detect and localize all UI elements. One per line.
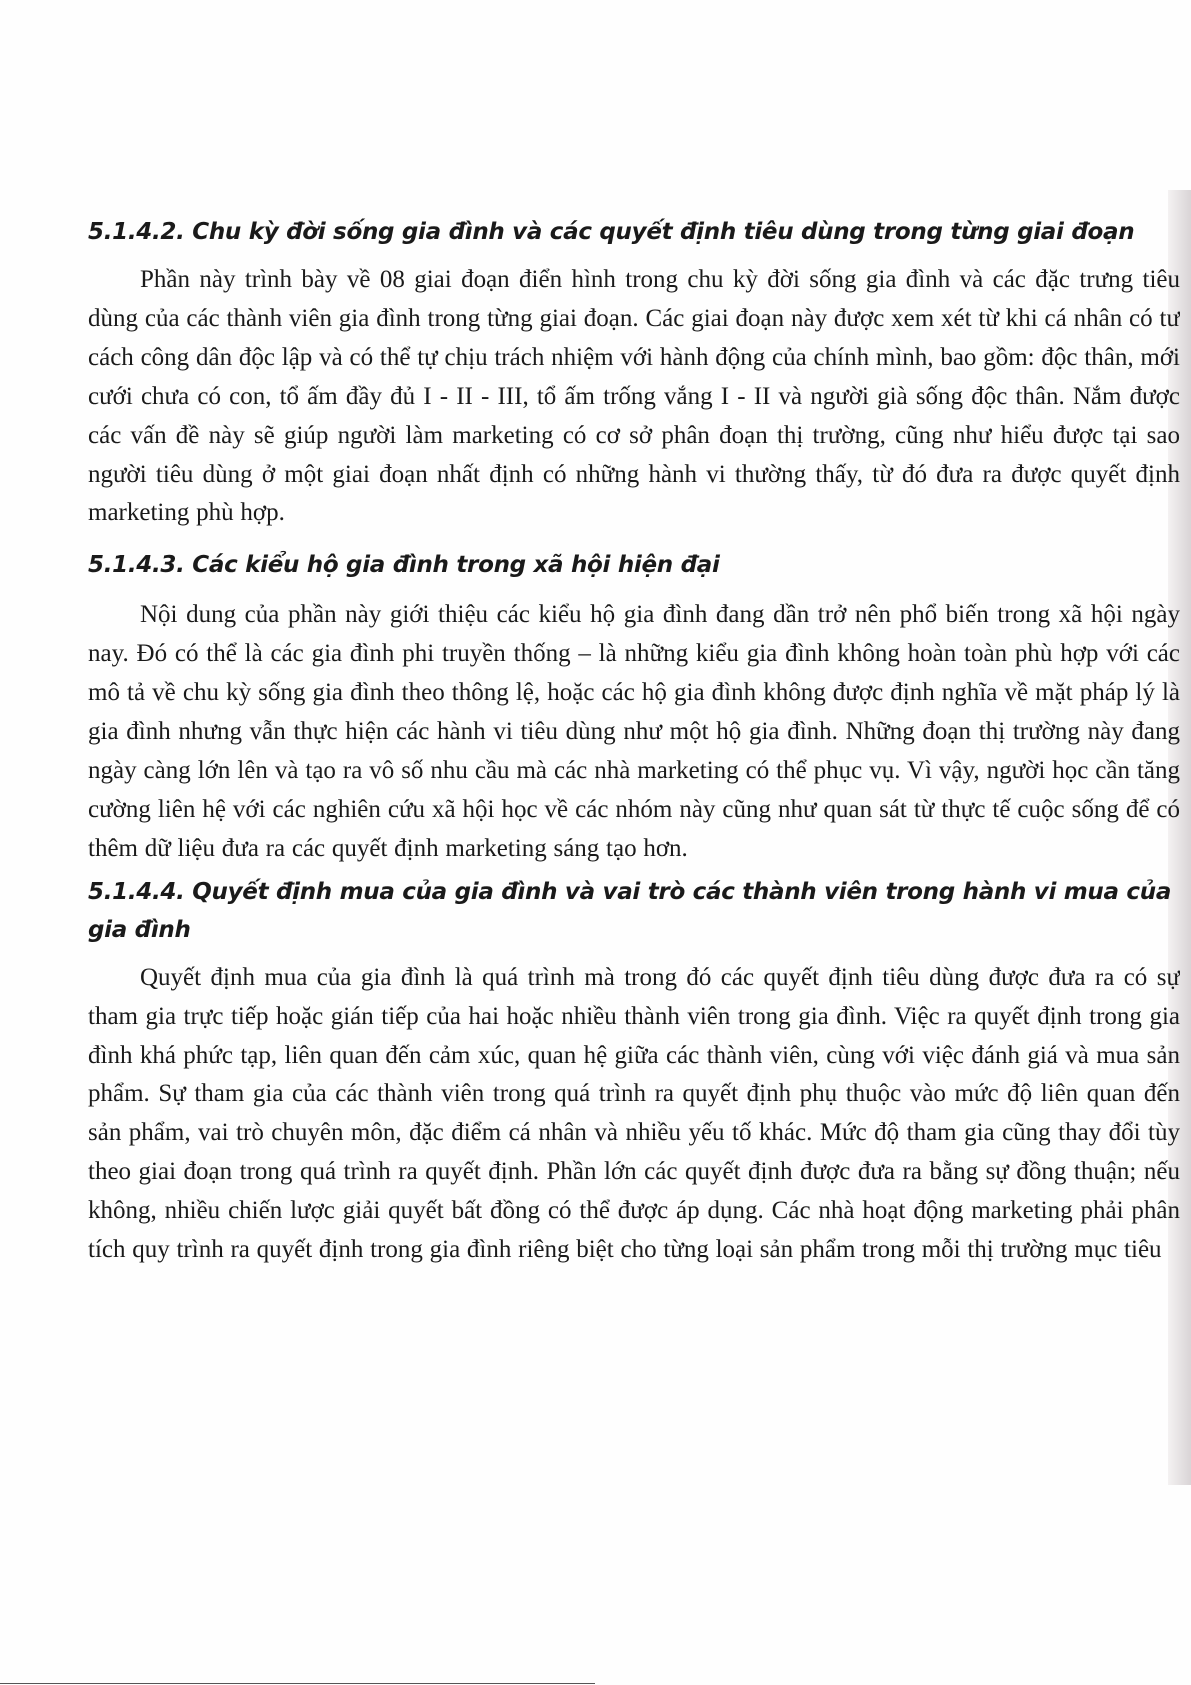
section-heading-5-1-4-3: 5.1.4.3. Các kiểu hộ gia đình trong xã hội hiện đại (88, 552, 720, 579)
section-paragraph-5-1-4-4: Quyết định mua của gia đình là quá trình mà trong đó các quyết định tiêu dùng được đưa ra có sự tham gia trực tiếp hoặc gián tiếp của hai hoặc nhiều thành viên trong gia đình. Việc ra quyết định trong gia đình khá phức tạp, liên quan đến cảm xúc, quan hệ giữa các thành viên, cùng với việc đánh giá và mua sản phẩm. Sự tham gia của các thành viên trong quá trình ra quyết định phụ thuộc vào mức độ liên quan đến sản phẩm, vai trò chuyên môn, đặc điểm cá nhân và nhiều yếu tố khác. Mức độ tham gia cũng thay đổi tùy theo giai đoạn trong quá trình ra quyết định. Phần lớn các quyết định được đưa ra bằng sự đồng thuận; nếu không, nhiều chiến lược giải quyết bất đồng có thể được áp dụng. Các nhà hoạt động marketing phải phân tích quy trình ra quyết định trong gia đình riêng biệt cho từng loại sản phẩm trong mỗi thị trường mục tiêu (88, 963, 1180, 1264)
footer-rule (0, 1683, 595, 1684)
section-heading-5-1-4-2: 5.1.4.2. Chu kỳ đời sống gia đình và các quyết định tiêu dùng trong từng giai đoạn (88, 219, 1135, 245)
section-paragraph-5-1-4-3: Nội dung của phần này giới thiệu các kiểu hộ gia đình đang dần trở nên phổ biến trong xã hội ngày nay. Đó có thể là các gia đình phi truyền thống – là những kiểu gia đình không hoàn toàn phù hợp với các mô tả về chu kỳ sống gia đình theo thông lệ, hoặc các hộ gia đình không được định nghĩa về mặt pháp lý là gia đình nhưng vẫn thực hiện các hành vi tiêu dùng như một hộ gia đình. Những đoạn thị trường này đang ngày càng lớn lên và tạo ra vô số nhu cầu mà các nhà marketing có thể phục vụ. Vì vậy, người học cần tăng cường liên hệ với các nghiên cứu xã hội học về các nhóm này cũng như quan sát từ thực tế cuộc sống để có thêm dữ liệu đưa ra các quyết định marketing sáng tạo hơn. (88, 601, 1180, 862)
section-paragraph-5-1-4-2: Phần này trình bày về 08 giai đoạn điển hình trong chu kỳ đời sống gia đình và các đặc trưng tiêu dùng của các thành viên gia đình trong từng giai đoạn. Các giai đoạn này được xem xét từ khi cá nhân có tư cách công dân độc lập và có thể tự chịu trách nhiệm với hành động của chính mình, bao gồm: độc thân, mới cưới chưa có con, tổ ấm đầy đủ I - II - III, tổ ấm trống vắng I - II và người già sống độc thân. Nắm được các vấn đề này sẽ giúp người làm marketing có cơ sở phân đoạn thị trường, cũng như hiểu được tại sao người tiêu dùng ở một giai đoạn nhất định có những hành vi thường thấy, từ đó đưa ra được quyết định marketing phù hợp. (88, 266, 1180, 527)
section-heading-5-1-4-4: 5.1.4.4. Quyết định mua của gia đình và vai trò các thành viên trong hành vi mua của gia đình (88, 878, 1172, 943)
page-content (88, 214, 1180, 1496)
